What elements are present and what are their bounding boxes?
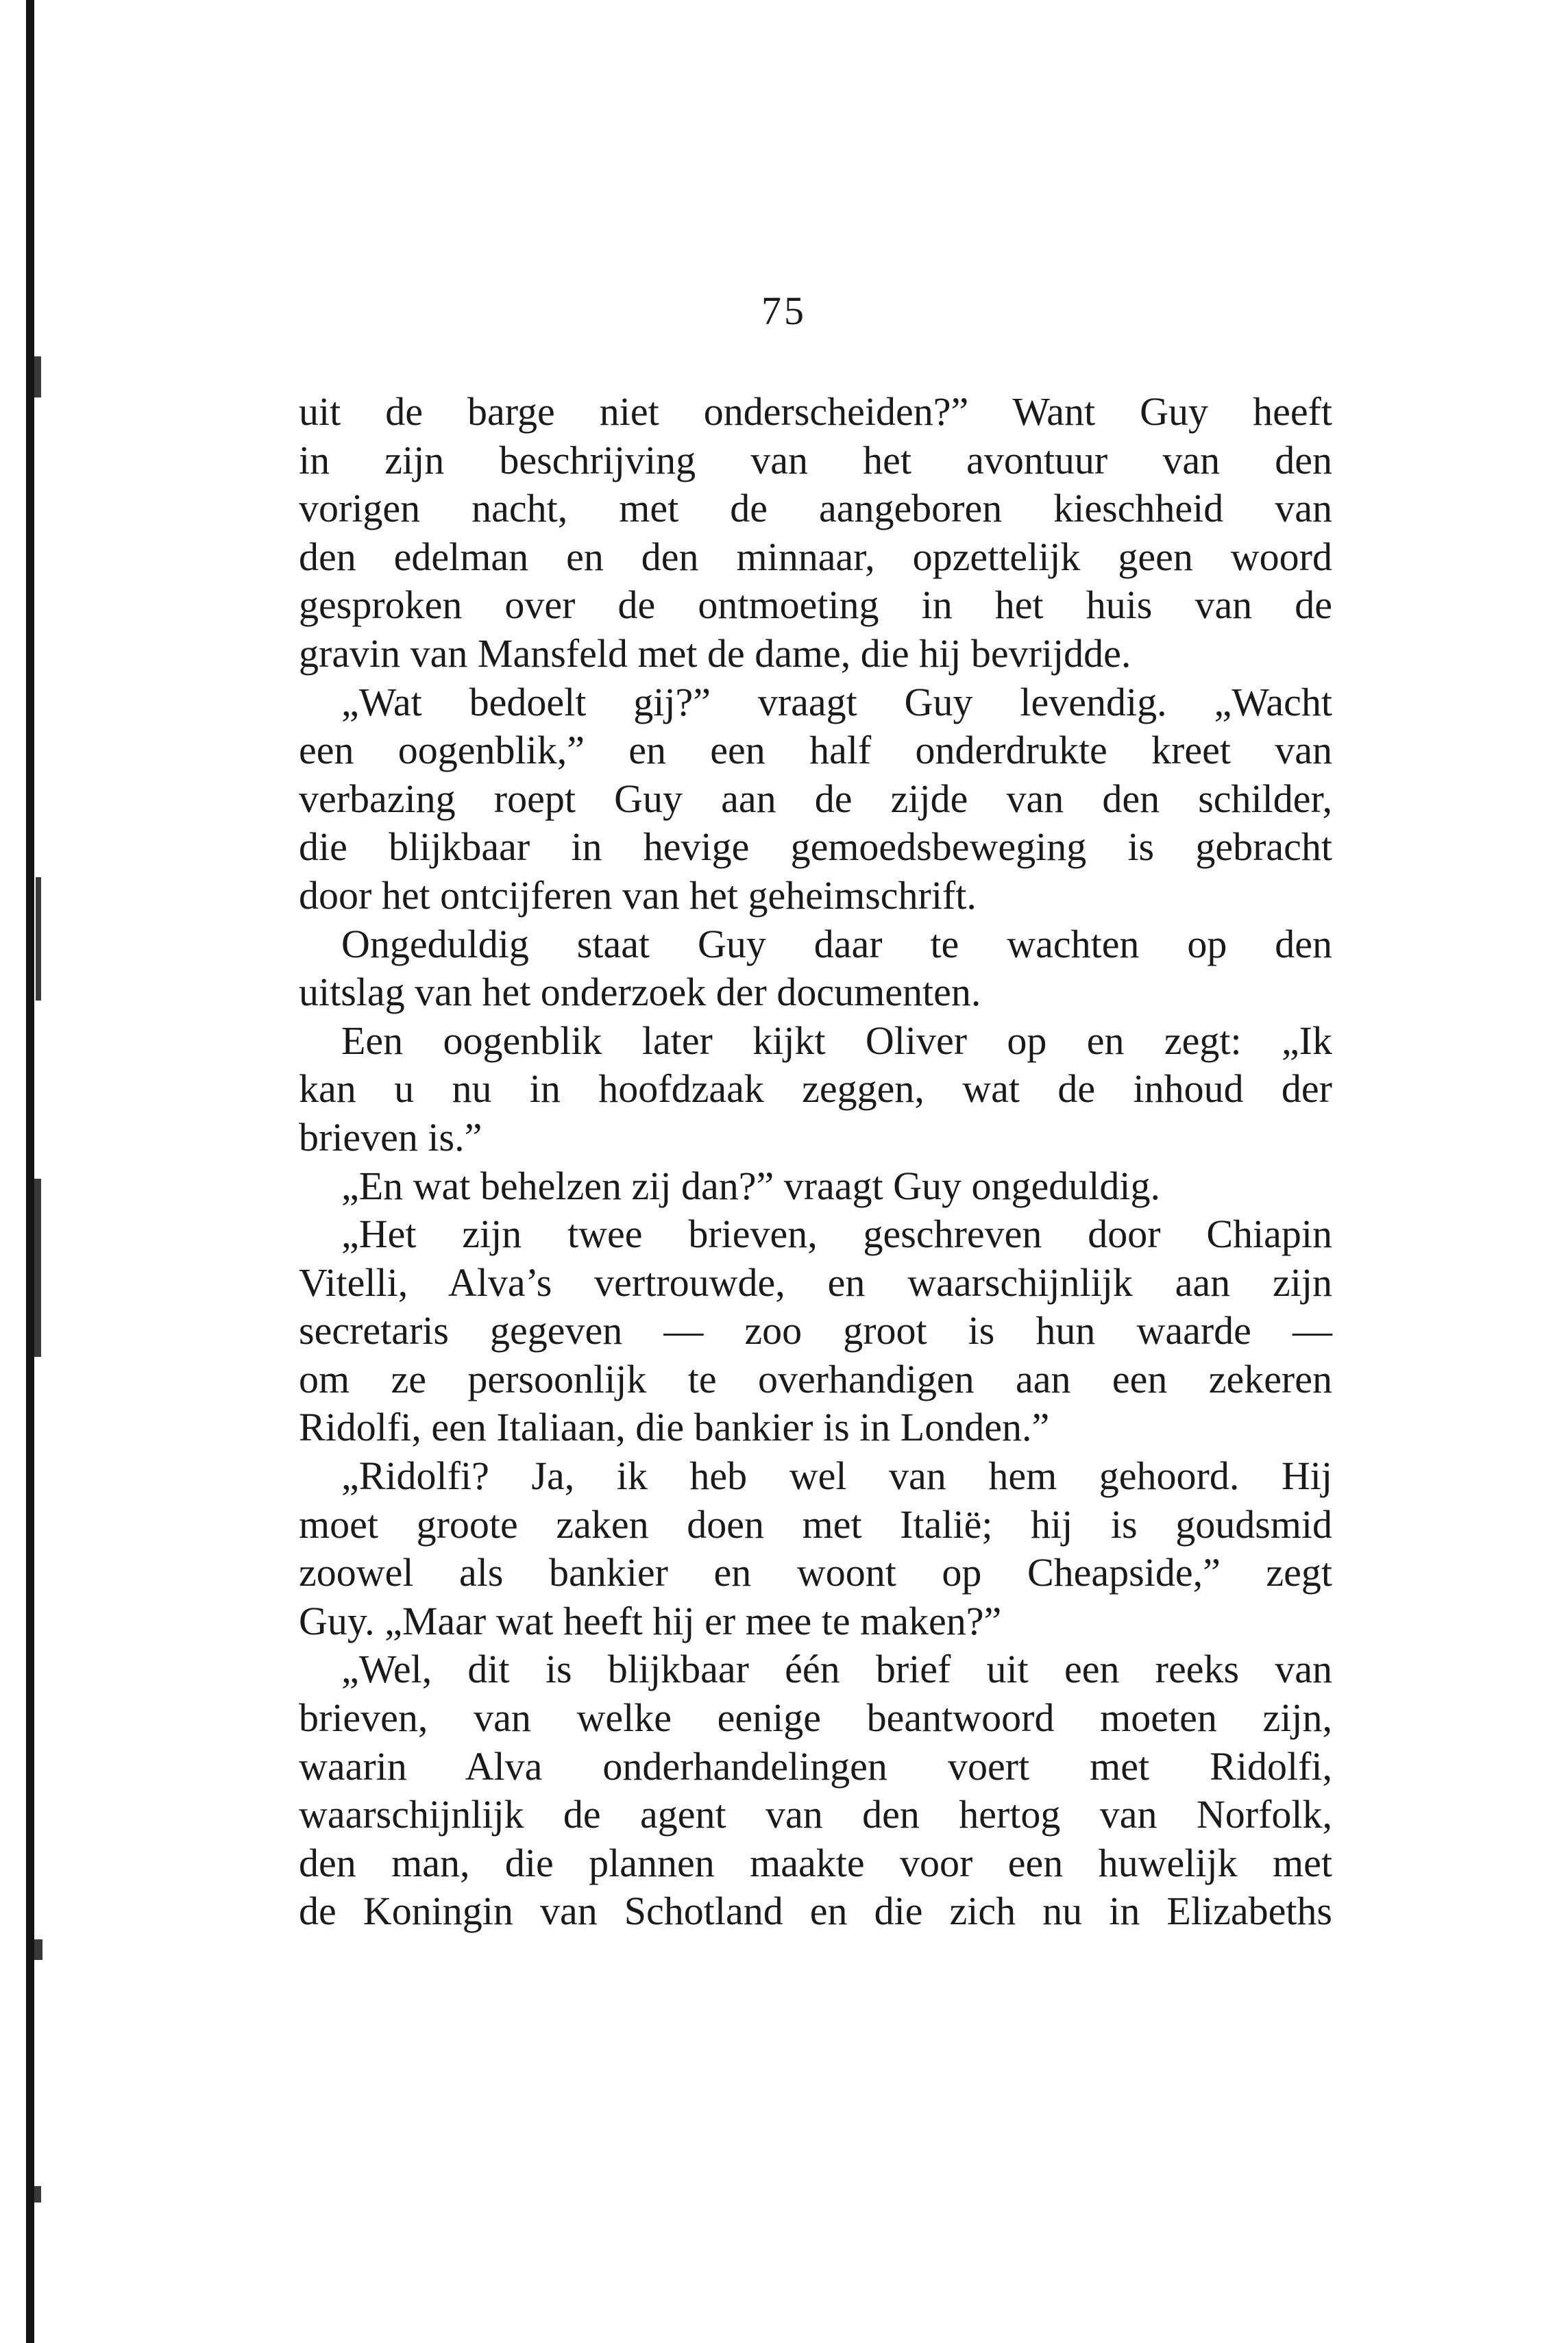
text-line: gravin van Mansfeld met de dame, die hij bevrijdde. bbox=[299, 630, 1131, 676]
text-line: waarin Alva onderhandelingen voert met Ridolfi, bbox=[299, 1743, 1332, 1789]
binding-speck bbox=[34, 2186, 41, 2203]
text-line: Vitelli, Alva’s vertrouwde, en waarschijnlijk aan zijn bbox=[299, 1260, 1332, 1305]
text-line: brieven, van welke eenige beantwoord moeten zijn, bbox=[299, 1695, 1332, 1741]
text-line: den man, die plannen maakte voor een huwelijk met bbox=[299, 1840, 1332, 1885]
binding-speck bbox=[36, 877, 41, 1001]
text-line: uitslag van het onderzoek der documenten. bbox=[299, 970, 981, 1015]
text-line: kan u nu in hoofdzaak zeggen, wat de inhoud der bbox=[299, 1066, 1332, 1112]
text-line: brieven is.” bbox=[299, 1114, 482, 1160]
text-line: den edelman en den minnaar, opzettelijk geen woord bbox=[299, 534, 1332, 579]
text-line: een oogenblik,” en een half onderdrukte kreet van bbox=[299, 728, 1332, 773]
binding-speck bbox=[34, 1939, 42, 1960]
text-line: „Het zijn twee brieven, geschreven door Chiapin bbox=[341, 1212, 1332, 1257]
text-line: Een oogenblik later kijkt Oliver op en zegt: „Ik bbox=[341, 1018, 1332, 1063]
text-line: de Koningin van Schotland en die zich nu in Elizabeths bbox=[299, 1889, 1332, 1934]
text-line: Ongeduldig staat Guy daar te wachten op den bbox=[341, 921, 1332, 966]
text-line: uit de barge niet onderscheiden?” Want Guy heeft bbox=[299, 389, 1332, 434]
binding-shadow bbox=[26, 0, 34, 2343]
text-line: „Wat bedoelt gij?” vraagt Guy levendig. „Wacht bbox=[341, 679, 1332, 724]
text-line: verbazing roept Guy aan de zijde van den schilder, bbox=[299, 776, 1332, 821]
binding-speck bbox=[34, 356, 41, 397]
text-line: secretaris gegeven — zoo groot is hun waarde — bbox=[299, 1308, 1332, 1353]
text-line: die blijkbaar in hevige gemoedsbeweging is gebracht bbox=[299, 824, 1332, 870]
text-line: gesproken over de ontmoeting in het huis van de bbox=[299, 582, 1332, 628]
text-line: om ze persoonlijk te overhandigen aan een zekeren bbox=[299, 1356, 1332, 1401]
binding-speck bbox=[34, 1179, 41, 1357]
scan-binding-edge bbox=[21, 0, 41, 2343]
body-text bbox=[299, 388, 1332, 1936]
text-line: waarschijnlijk de agent van den hertog van Norfolk, bbox=[299, 1792, 1332, 1837]
text-line: vorigen nacht, met de aangeboren kieschheid van bbox=[299, 486, 1332, 531]
text-line: moet groote zaken doen met Italië; hij is goudsmid bbox=[299, 1501, 1332, 1547]
text-line: zoowel als bankier en woont op Cheapside,” zegt bbox=[299, 1550, 1332, 1595]
text-line: „En wat behelzen zij dan?” vraagt Guy ongeduldig. bbox=[341, 1163, 1160, 1208]
text-line: „Wel, dit is blijkbaar één brief uit een reeks van bbox=[341, 1647, 1332, 1692]
text-line: Guy. „Maar wat heeft hij er mee te maken?” bbox=[299, 1598, 1002, 1643]
text-line: Ridolfi, een Italiaan, die bankier is in Londen.” bbox=[299, 1405, 1050, 1450]
text-line: door het ontcijferen van het geheimschrift. bbox=[299, 872, 977, 918]
text-line: „Ridolfi? Ja, ik heb wel van hem gehoord. Hij bbox=[341, 1453, 1332, 1499]
text-line: in zijn beschrijving van het avontuur van den bbox=[299, 437, 1332, 482]
page-number: 75 bbox=[761, 289, 807, 333]
